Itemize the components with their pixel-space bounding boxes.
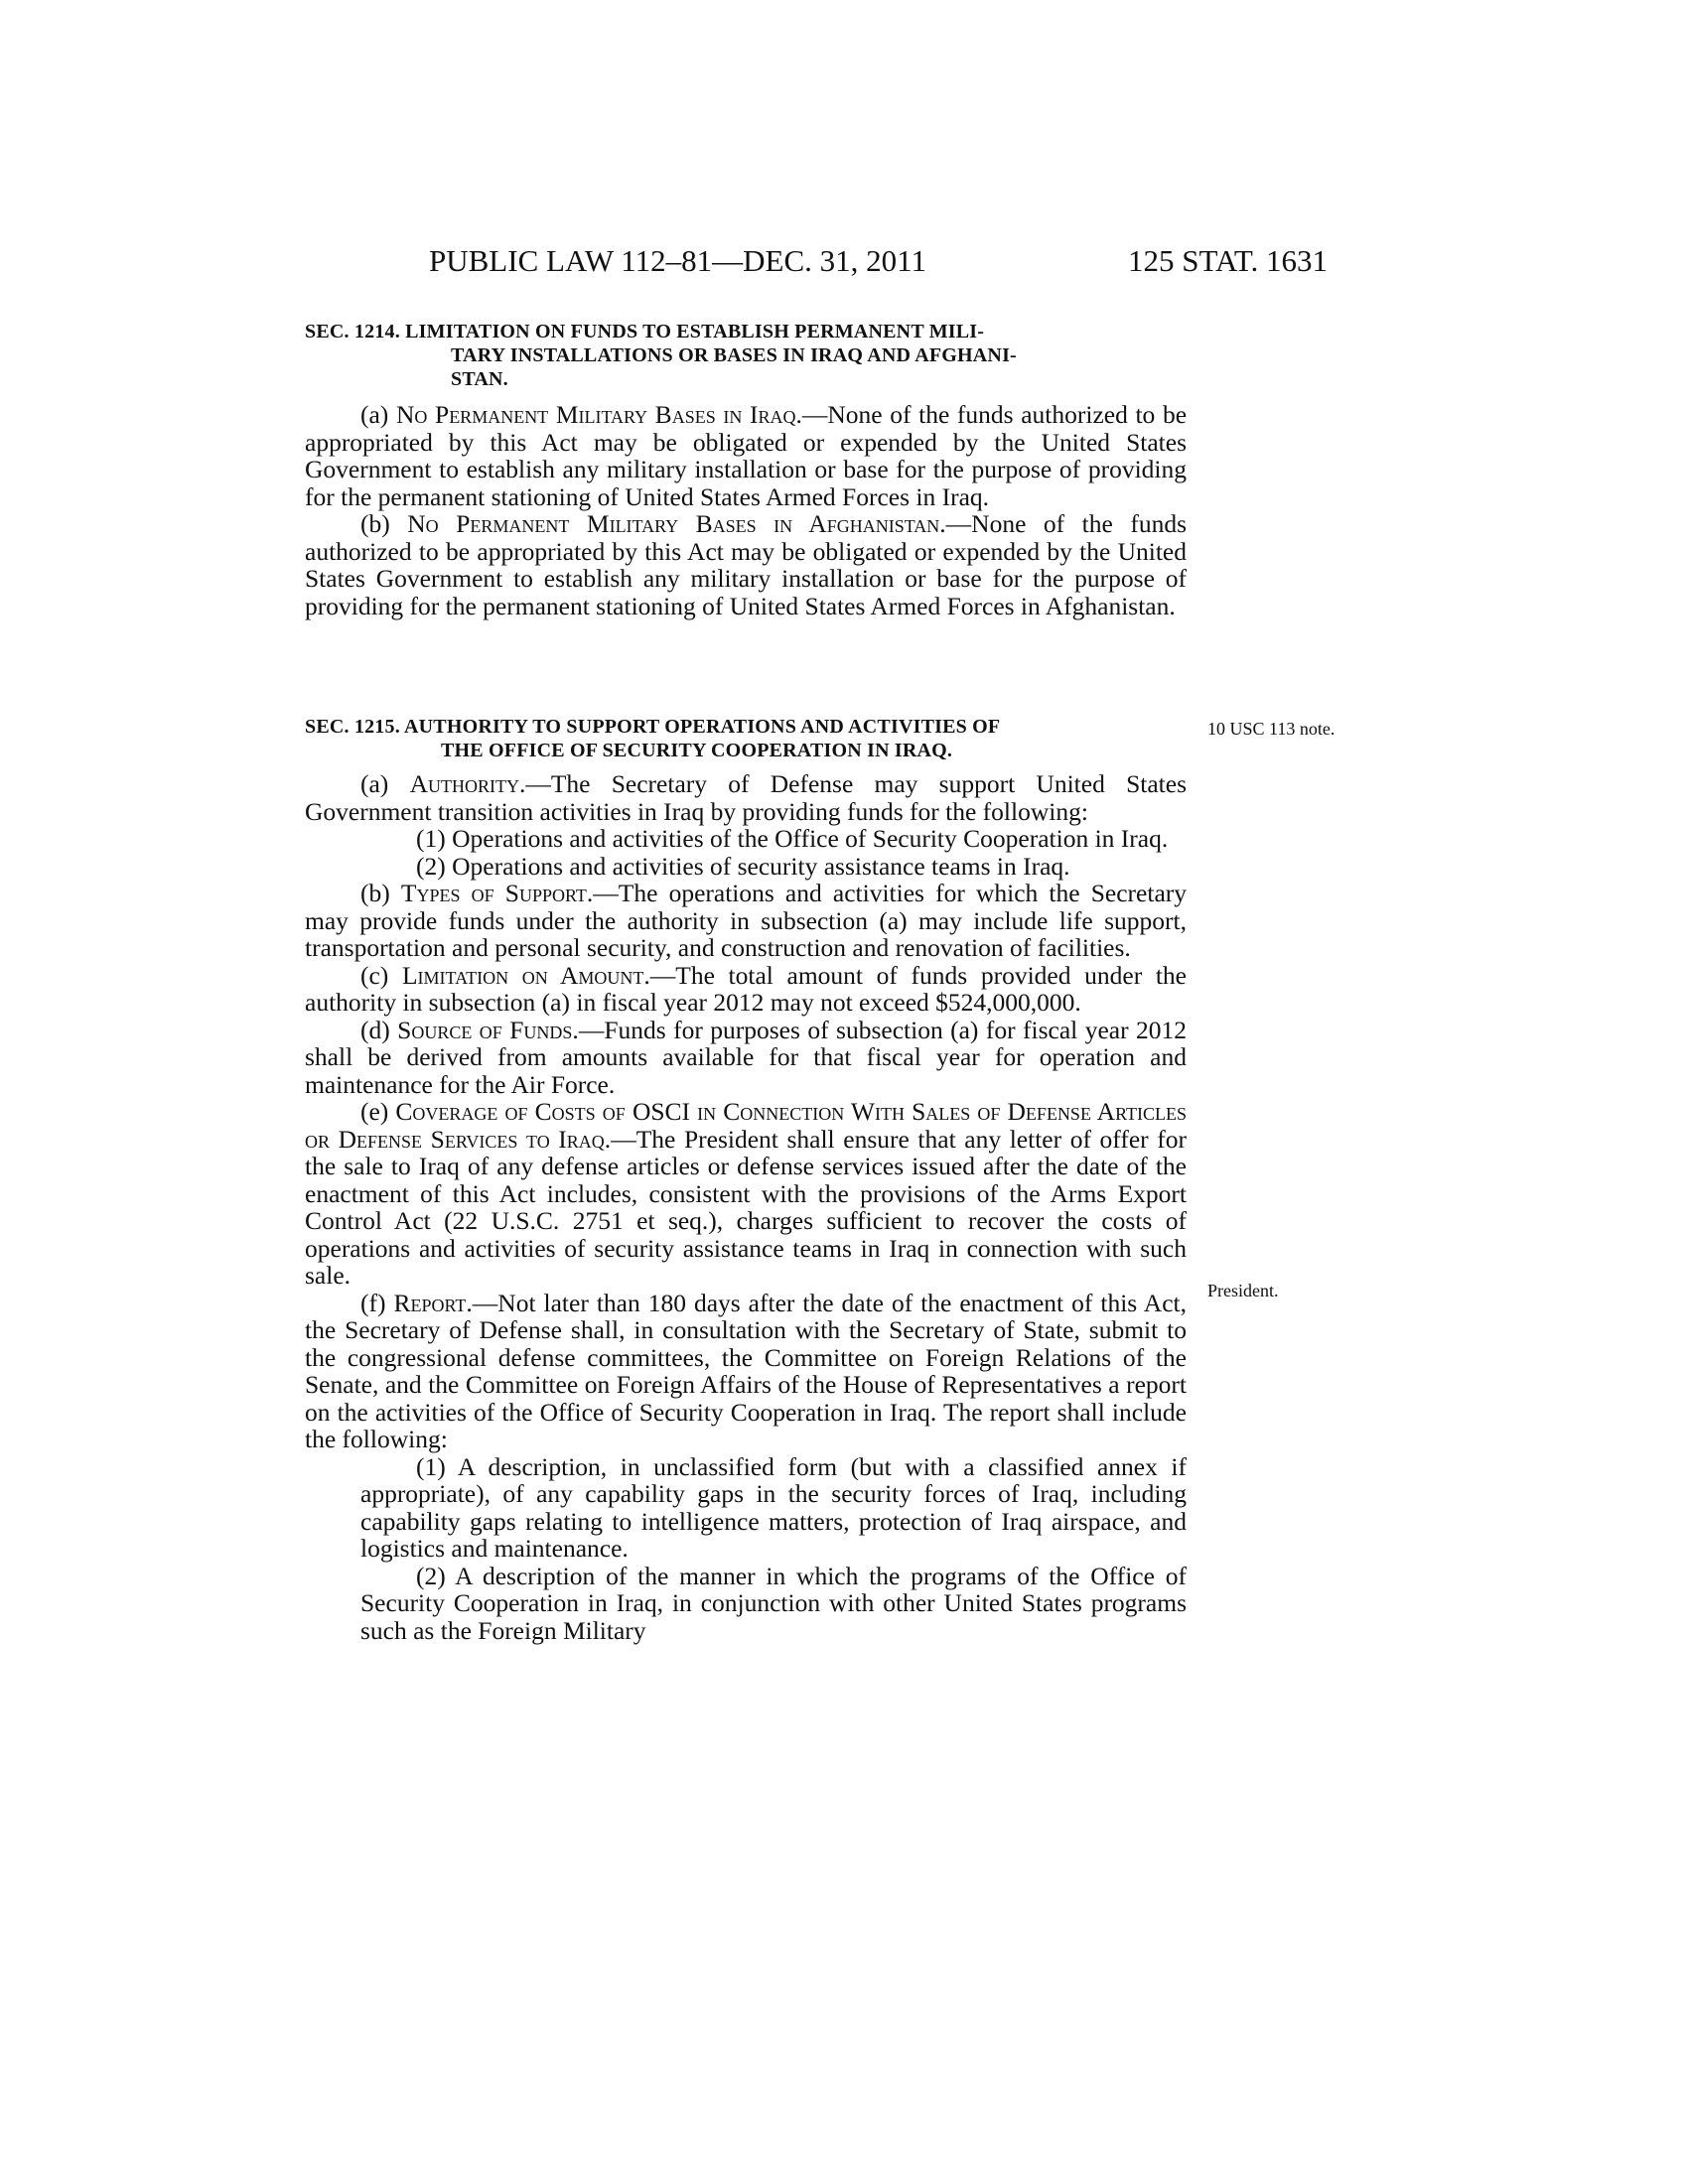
sec-1215-subsection-b: (b) Types of Support.—The operations and activities for which the Secretary may provide funds under the authority in subsection (a) may include life support, transportation and personal security, and construction and renovation of facilities. bbox=[305, 879, 1187, 962]
sec-1215-heading bbox=[305, 715, 1189, 762]
sec-1215-heading-line1: SEC. 1215. AUTHORITY TO SUPPORT OPERATIONS AND ACTIVITIES OF bbox=[305, 716, 1001, 738]
sec-1214-subsection-b: (b) No Permanent Military Bases in Afghanistan.—None of the funds authorized to be appropriated by this Act may be obligated or expended by the United States Government to establish any military installation or base for the purpose of providing for the permanent stationing of United States Armed Forces in Afghanistan. bbox=[305, 509, 1188, 620]
public-law-title: PUBLIC LAW 112–81—DEC. 31, 2011 bbox=[429, 243, 926, 278]
subsection-caption: Authority. bbox=[409, 769, 526, 798]
subsection-caption: Types of Support. bbox=[400, 879, 594, 907]
sec-1215-body bbox=[305, 770, 1187, 1644]
subsection-caption: Coverage of Costs of OSCI in Connection With Sales of Defense Articles or Defense Services to Iraq. bbox=[305, 1097, 1187, 1154]
page-header bbox=[0, 243, 1688, 283]
margin-note-president: President. bbox=[1207, 1281, 1279, 1300]
sec-1215-subsection-e: (e) Coverage of Costs of OSCI in Connection With Sales of Defense Articles or Defense Services to Iraq.—The President shall ensure that any letter of offer for the sale to Iraq of any defense articles or defense services issued after the date of the enactment of this Act includes, consistent with the provisions of the Arms Export Control Act (22 U.S.C. 2751 et seq.), charges sufficient to recover the costs of operations and activities of security assistance teams in Iraq in connection with such sale. bbox=[305, 1097, 1187, 1290]
subsection-caption: Source of Funds. bbox=[397, 1015, 579, 1044]
sec-1215-a-paragraph-1: (1) Operations and activities of the Office of Security Cooperation in Iraq. bbox=[416, 824, 1169, 853]
sec-1215-subsection-f: (f) Report.—Not later than 180 days after the date of the enactment of this Act, the Secretary of Defense shall, in consultation with the Secretary of State, submit to the congressional defense committees, the Committee on Foreign Relations of the Senate, and the Committee on Foreign Affairs of the House of Representatives a report on the activities of the Office of Security Cooperation in Iraq. The report shall include the following: bbox=[305, 1288, 1187, 1453]
subsection-caption: No Permanent Military Bases in Afghanistan. bbox=[407, 509, 946, 538]
subsection-caption: Limitation on Amount. bbox=[401, 960, 650, 990]
sec-1215-subsection-c: (c) Limitation on Amount.—The total amount of funds provided under the authority in subsection (a) in fiscal year 2012 may not exceed $524,000,000. bbox=[305, 960, 1187, 1017]
sec-1214-heading-line1: SEC. 1214. LIMITATION ON FUNDS TO ESTABLISH PERMANENT MILI- bbox=[305, 321, 985, 342]
statute-page-number: 125 STAT. 1631 bbox=[1128, 243, 1329, 278]
sec-1215-f-paragraph-2: (2) A description of the manner in which the programs of the Office of Security Cooperation in Iraq, in conjunction with other United States programs such as the Foreign Military bbox=[360, 1561, 1187, 1645]
sec-1215-subsection-a: (a) Authority.—The Secretary of Defense may support United States Government transition activities in Iraq by providing funds for the following: bbox=[305, 769, 1187, 826]
margin-note-usc: 10 USC 113 note. bbox=[1207, 719, 1336, 739]
sec-1214-heading-line2: TARY INSTALLATIONS OR BASES IN IRAQ AND AFGHANI- bbox=[451, 344, 1017, 366]
sec-1214-heading bbox=[305, 320, 1189, 391]
sec-1215-f-paragraph-1: (1) A description, in unclassified form (but with a classified annex if appropriate), of any capability gaps in the security forces of Iraq, including capability gaps relating to intelligence matters, protection of Iraq airspace, and logistics and maintenance. bbox=[360, 1451, 1187, 1563]
subsection-caption: No Permanent Military Bases in Iraq. bbox=[395, 400, 802, 429]
sec-1215-heading-line2: THE OFFICE OF SECURITY COOPERATION IN IRAQ. bbox=[441, 740, 953, 761]
subsection-caption: Report. bbox=[393, 1288, 473, 1317]
sec-1215-a-paragraph-2: (2) Operations and activities of security assistance teams in Iraq. bbox=[416, 851, 1070, 881]
sec-1215-subsection-d: (d) Source of Funds.—Funds for purposes of subsection (a) for fiscal year 2012 shall be derived from amounts available for that fiscal year for operation and maintenance for the Air Force. bbox=[305, 1015, 1188, 1099]
sec-1214-subsection-a: (a) No Permanent Military Bases in Iraq.—None of the funds authorized to be appropriated by this Act may be obligated or expended by the United States Government to establish any military installation or base for the purpose of providing for the permanent stationing of United States Armed Forces in Iraq. bbox=[305, 400, 1188, 511]
sec-1214-heading-line3: STAN. bbox=[451, 368, 508, 390]
sec-1214-body bbox=[305, 401, 1187, 619]
